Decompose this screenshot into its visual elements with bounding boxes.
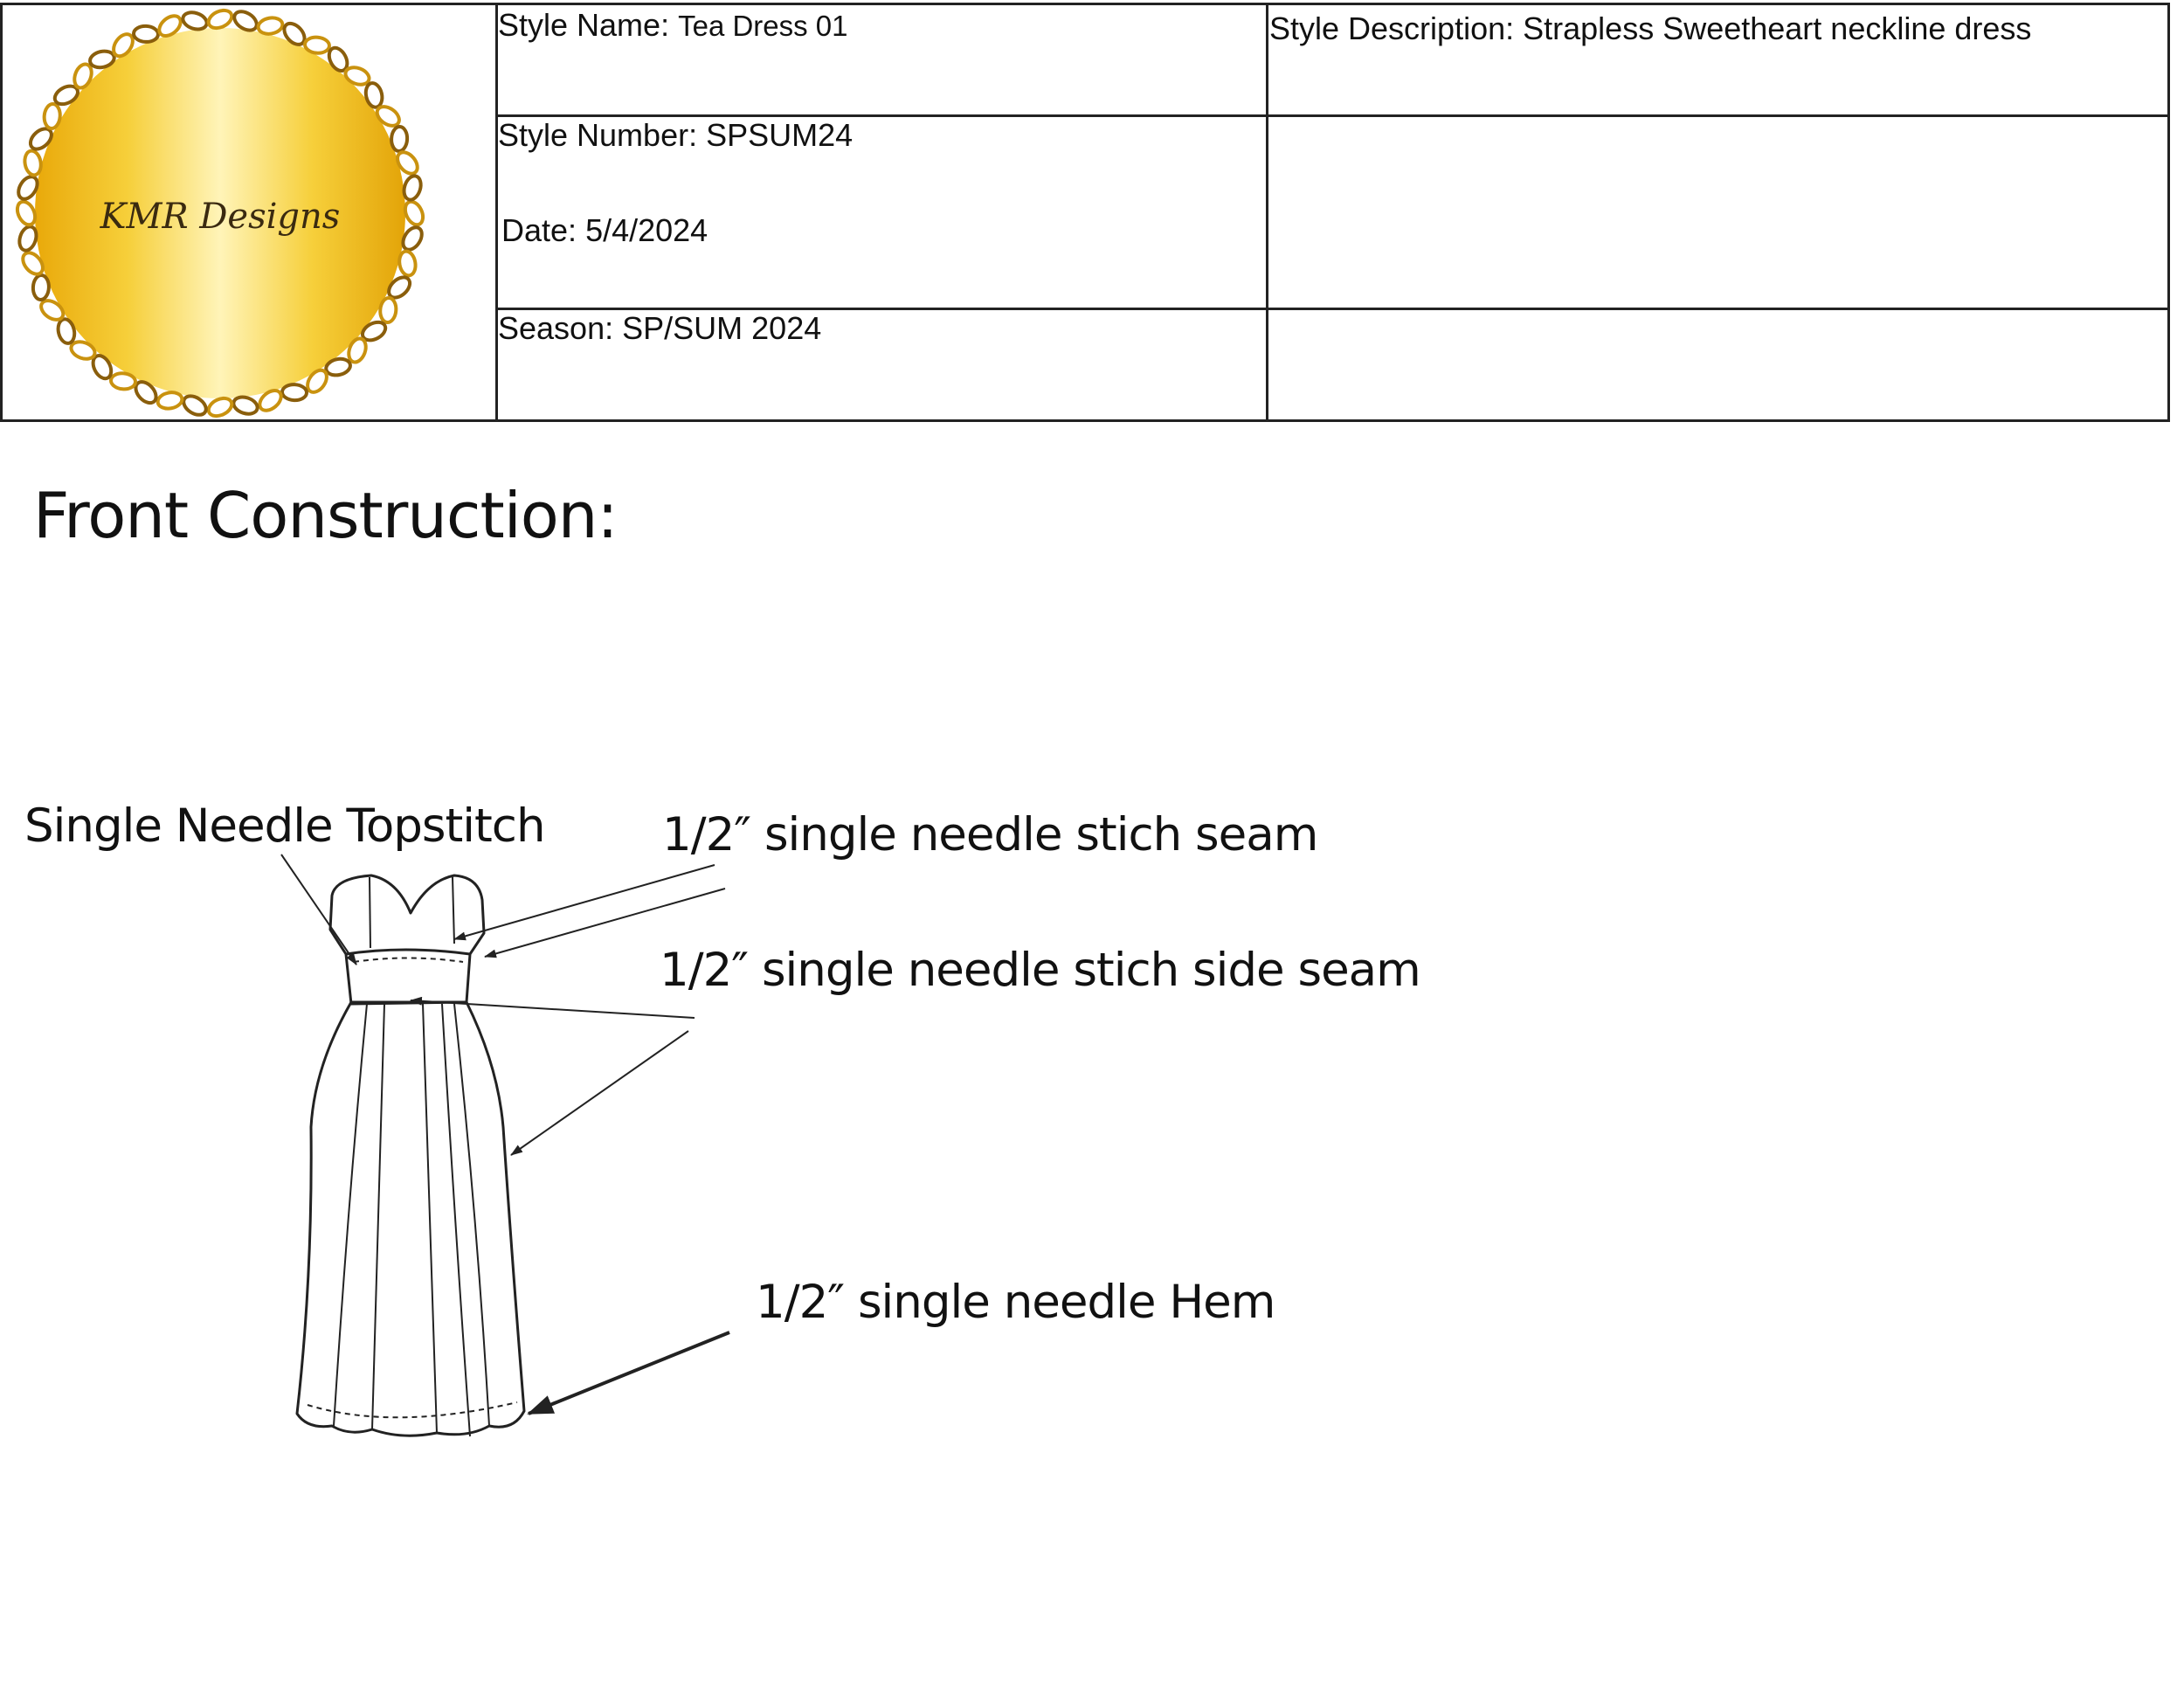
hem-leader	[529, 1332, 729, 1414]
logo-text: KMR Designs	[100, 197, 341, 237]
season-value: SP/SUM 2024	[622, 310, 822, 346]
style-name-label: Style Name:	[498, 7, 670, 43]
style-number-value: SPSUM24	[706, 117, 854, 153]
style-name-value: Tea Dress 01	[678, 10, 848, 42]
side-seam-leader	[511, 1031, 688, 1155]
callout-topstitch: Single Needle Topstitch	[24, 799, 545, 853]
topstitch-leader	[281, 854, 356, 965]
style-description-value: Strapless Sweetheart neckline dress	[1523, 10, 2032, 46]
date-label: Date:	[501, 212, 577, 248]
waist-seam-leader	[411, 1000, 695, 1018]
dress-outline	[297, 875, 524, 1436]
callout-side-seam: 1/2″ single needle stich side seam	[660, 944, 1420, 997]
seam-leader-2	[485, 889, 725, 957]
callout-seam: 1/2″ single needle stich seam	[662, 808, 1318, 861]
date-value: 5/4/2024	[585, 212, 708, 248]
callout-hem: 1/2″ single needle Hem	[756, 1276, 1275, 1329]
callout-leaders	[281, 854, 729, 1414]
style-number-label: Style Number:	[498, 117, 698, 153]
season-label: Season:	[498, 310, 614, 346]
style-description-label: Style Description:	[1269, 10, 1515, 46]
section-title: Front Construction:	[33, 479, 618, 552]
